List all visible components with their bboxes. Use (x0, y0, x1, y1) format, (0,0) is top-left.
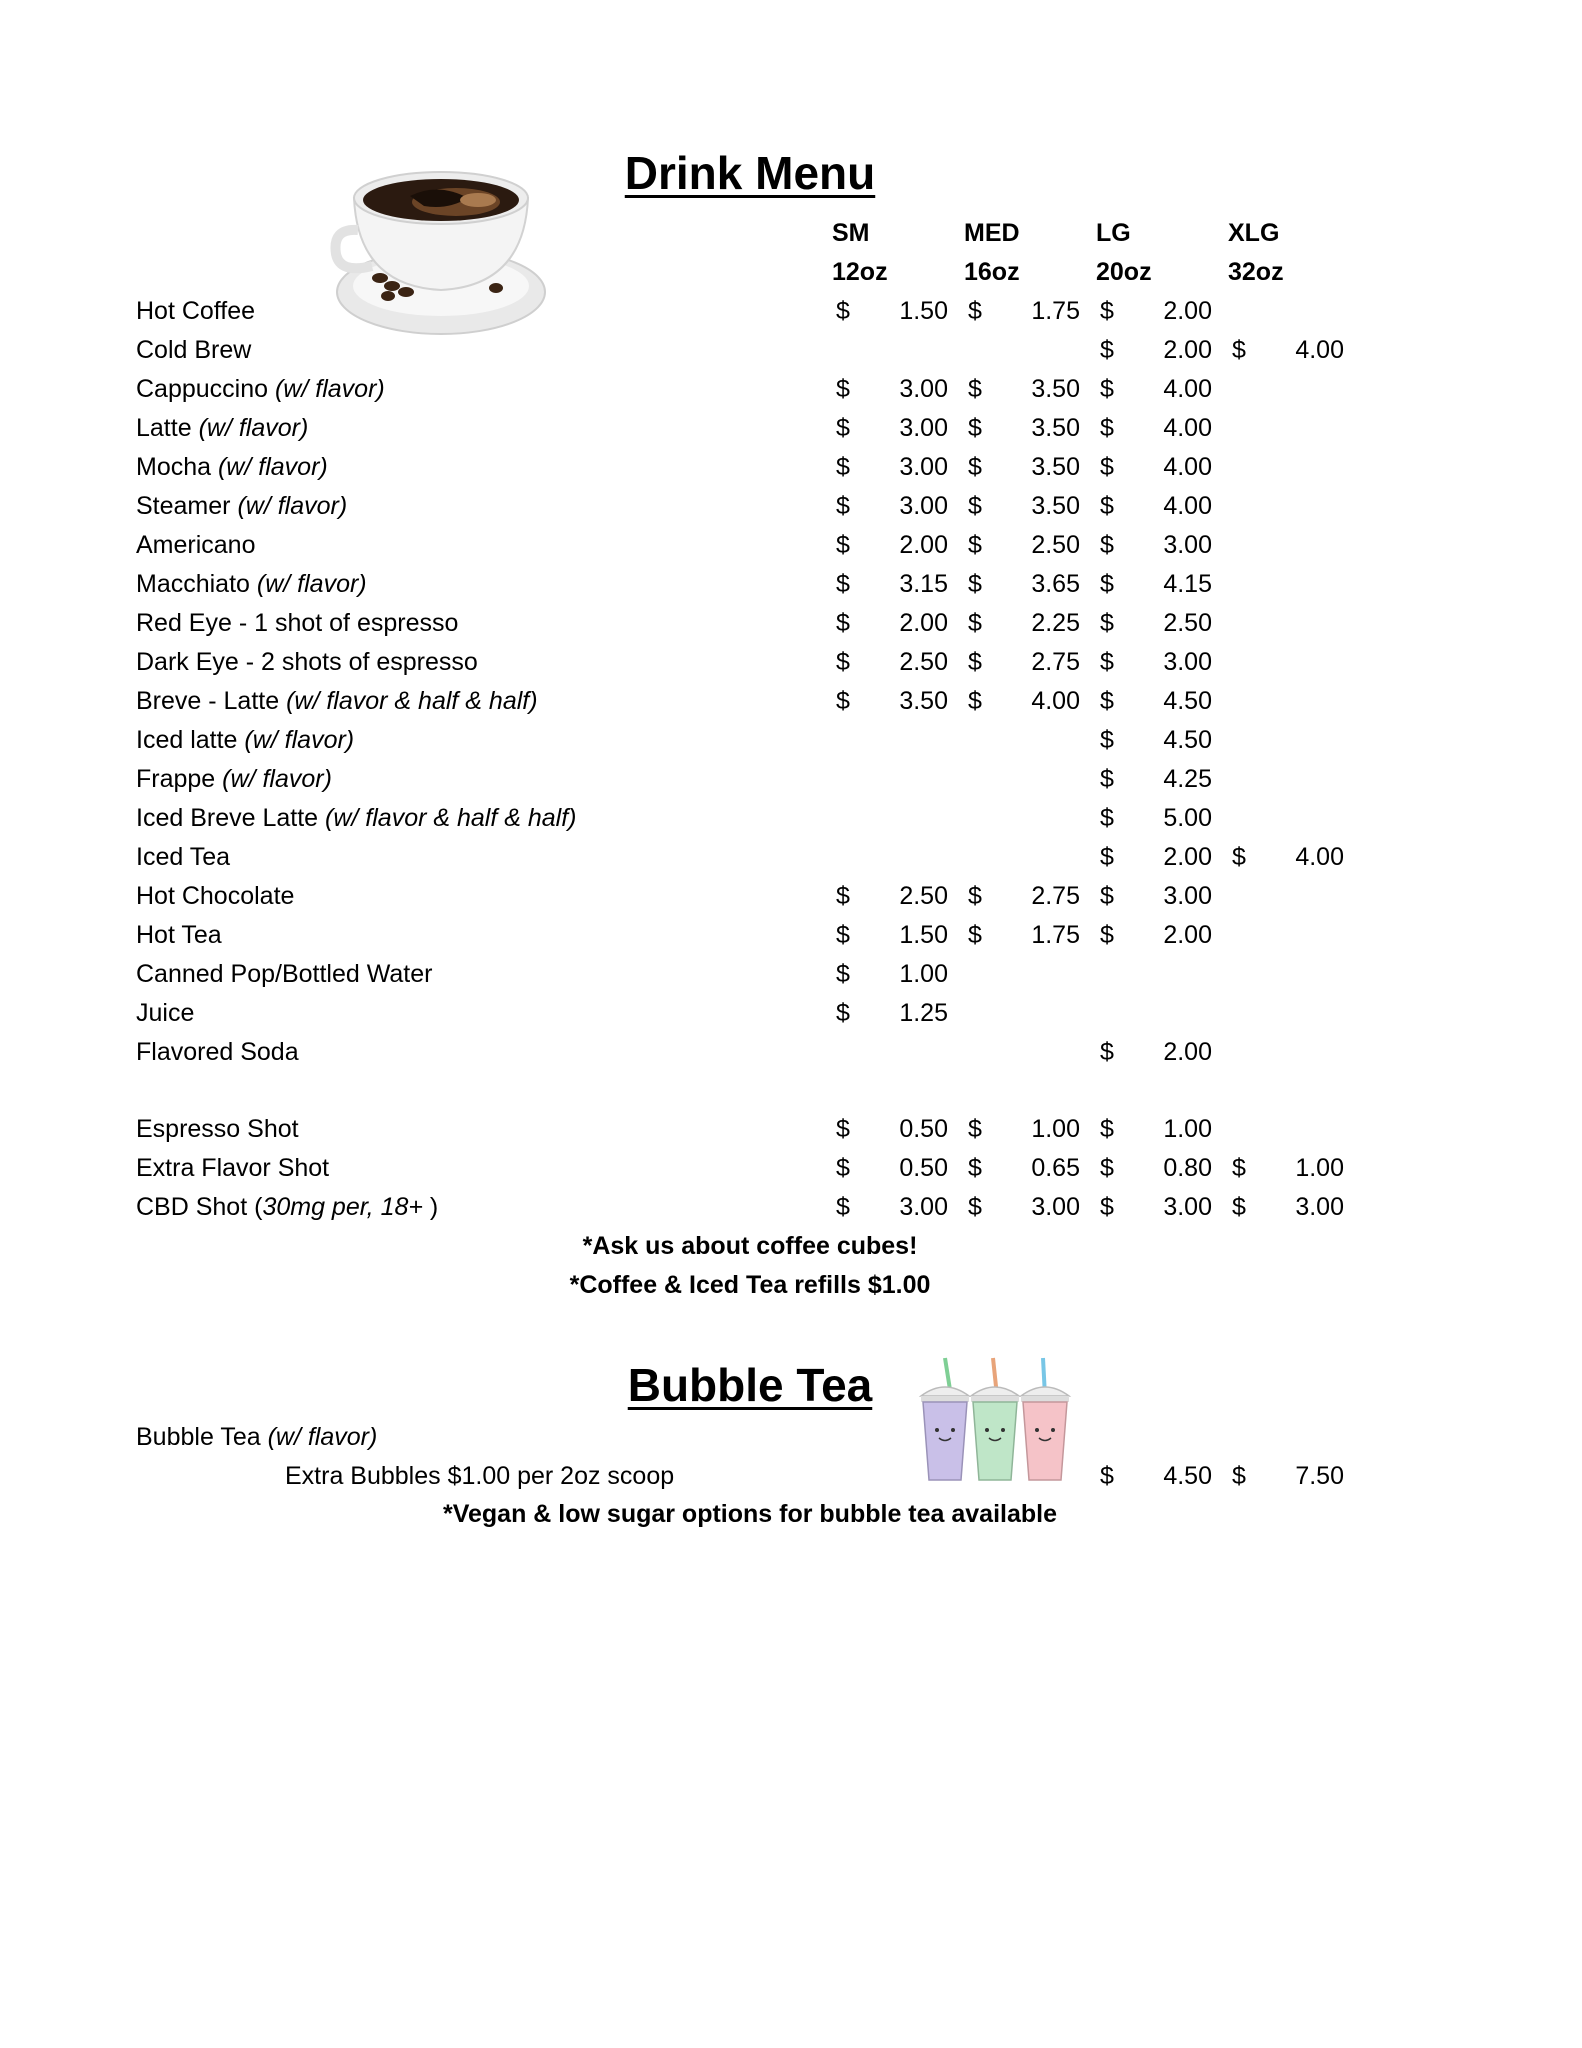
price-cell (1100, 1462, 1212, 1501)
currency-sign: $ (836, 999, 850, 1027)
currency-sign: $ (968, 648, 982, 676)
price-amount: 3.00 (1163, 648, 1212, 676)
menu-item-row (0, 531, 1582, 570)
item-name-text: Hot Tea (136, 921, 222, 949)
menu-item-row (0, 453, 1582, 492)
item-note: (w/ flavor) (274, 375, 385, 403)
price-amount: 4.00 (1163, 414, 1212, 442)
currency-sign: $ (1100, 687, 1114, 715)
currency-sign: $ (1100, 726, 1114, 754)
menu-item-row (0, 960, 1582, 999)
currency-sign: $ (836, 531, 850, 559)
currency-sign: $ (836, 648, 850, 676)
price-amount: 3.00 (899, 453, 948, 481)
menu-item-row (0, 297, 1582, 336)
currency-sign: $ (968, 687, 982, 715)
item-name-text: Hot Coffee (136, 297, 256, 325)
price-amount: 1.00 (899, 960, 948, 988)
price-amount: 3.15 (899, 570, 948, 598)
item-name-text: Iced latte (136, 726, 245, 754)
price-cell (836, 648, 948, 687)
size-label: XLG (1228, 219, 1280, 247)
price-amount: 3.65 (1031, 570, 1080, 598)
price-cell (836, 297, 948, 336)
price-cell (836, 921, 948, 960)
currency-sign: $ (1100, 453, 1114, 481)
item-name (136, 297, 255, 326)
item-name-text: Mocha (136, 453, 218, 481)
price-amount: 0.50 (899, 1154, 948, 1182)
price-amount: 2.75 (1031, 882, 1080, 910)
price-amount: 3.00 (1163, 531, 1212, 559)
price-amount: 2.50 (1031, 531, 1080, 559)
price-cell (1100, 765, 1212, 804)
currency-sign: $ (1100, 1154, 1114, 1182)
price-amount: 3.00 (899, 492, 948, 520)
price-cell (836, 1154, 948, 1193)
price-cell (1100, 687, 1212, 726)
price-cell (1100, 1154, 1212, 1193)
currency-sign: $ (836, 687, 850, 715)
price-cell (1100, 336, 1212, 375)
price-cell (1100, 609, 1212, 648)
price-amount: 1.00 (1163, 1115, 1212, 1143)
menu-item-row (0, 882, 1582, 921)
size-ounces: 32oz (1228, 258, 1284, 286)
size-label: MED (964, 219, 1020, 247)
price-cell (1232, 1462, 1344, 1501)
footnote-refills: *Coffee & Iced Tea refills $1.00 (569, 1271, 931, 1299)
price-cell (836, 1193, 948, 1232)
currency-sign: $ (1100, 843, 1114, 871)
footnote-vegan: *Vegan & low sugar options for bubble tea available (442, 1500, 1057, 1528)
item-name-suffix: ) (422, 1193, 439, 1221)
currency-sign: $ (836, 960, 850, 988)
price-cell (968, 921, 1080, 960)
currency-sign: $ (968, 414, 982, 442)
item-name-text: Macchiato (136, 570, 257, 598)
item-name (136, 1193, 438, 1222)
item-name (136, 882, 294, 911)
currency-sign: $ (836, 414, 850, 442)
currency-sign: $ (1100, 1038, 1114, 1066)
price-amount: 3.00 (1031, 1193, 1080, 1221)
price-amount: 4.50 (1163, 1462, 1212, 1490)
price-amount: 2.00 (1163, 843, 1212, 871)
price-cell (968, 414, 1080, 453)
item-name-text: Latte (136, 414, 199, 442)
currency-sign: $ (968, 921, 982, 949)
size-ounces: 20oz (1096, 258, 1152, 286)
currency-sign: $ (1100, 570, 1114, 598)
price-amount: 2.25 (1031, 609, 1080, 637)
menu-item-row (0, 843, 1582, 882)
price-amount: 0.65 (1031, 1154, 1080, 1182)
price-cell (968, 492, 1080, 531)
item-name-text: Canned Pop/Bottled Water (136, 960, 433, 988)
currency-sign: $ (836, 921, 850, 949)
menu-item-row (0, 999, 1582, 1038)
menu-item-row (0, 687, 1582, 726)
price-cell (968, 882, 1080, 921)
currency-sign: $ (836, 1154, 850, 1182)
currency-sign: $ (968, 297, 982, 325)
currency-sign: $ (968, 453, 982, 481)
item-name (136, 960, 432, 989)
price-cell (836, 999, 948, 1038)
currency-sign: $ (968, 492, 982, 520)
price-cell (1100, 492, 1212, 531)
price-amount: 2.50 (899, 648, 948, 676)
currency-sign: $ (968, 1115, 982, 1143)
menu-item-row (0, 648, 1582, 687)
item-name (136, 609, 458, 638)
currency-sign: $ (1100, 414, 1114, 442)
item-name (136, 648, 478, 677)
item-name (136, 999, 194, 1028)
price-amount: 4.15 (1163, 570, 1212, 598)
item-note: (w/ flavor) (222, 765, 332, 793)
price-amount: 2.00 (1163, 297, 1212, 325)
price-cell (1100, 570, 1212, 609)
price-cell (1100, 804, 1212, 843)
extra-bubbles-row (0, 1462, 1582, 1501)
menu-item-row (0, 1115, 1582, 1154)
price-cell (836, 960, 948, 999)
item-name (136, 726, 354, 755)
price-amount: 2.00 (899, 609, 948, 637)
item-note: (w/ flavor) (256, 570, 367, 598)
currency-sign: $ (1100, 648, 1114, 676)
currency-sign: $ (1100, 765, 1114, 793)
price-amount: 2.75 (1031, 648, 1080, 676)
price-amount: 3.50 (1031, 375, 1080, 403)
price-cell (968, 1193, 1080, 1232)
footnote-coffee-cubes: *Ask us about coffee cubes! (582, 1232, 918, 1260)
price-cell (1232, 1193, 1344, 1232)
currency-sign: $ (968, 531, 982, 559)
currency-sign: $ (968, 570, 982, 598)
bubble-tea-row (0, 1423, 1582, 1462)
price-cell (836, 609, 948, 648)
bubble-tea-title: Bubble Tea (627, 1359, 873, 1411)
item-note: (w/ flavor) (198, 414, 309, 442)
item-name-text: Bubble Tea (136, 1423, 268, 1451)
size-ounces: 16oz (964, 258, 1020, 286)
item-name (136, 765, 332, 794)
item-name (136, 570, 367, 599)
price-cell (836, 531, 948, 570)
item-note: (w/ flavor) (217, 453, 328, 481)
currency-sign: $ (1232, 1154, 1246, 1182)
price-cell (968, 1154, 1080, 1193)
price-amount: 1.00 (1295, 1154, 1344, 1182)
item-name (136, 921, 222, 950)
price-cell (1100, 297, 1212, 336)
size-label: SM (832, 219, 870, 247)
price-cell (1100, 531, 1212, 570)
item-name-text: Juice (136, 999, 195, 1027)
bubble-tea-name (136, 1423, 377, 1452)
price-amount: 2.50 (899, 882, 948, 910)
item-name (136, 531, 256, 560)
price-cell (968, 375, 1080, 414)
currency-sign: $ (968, 1154, 982, 1182)
price-cell (968, 453, 1080, 492)
item-name-text: Cold Brew (136, 336, 252, 364)
size-label: LG (1096, 219, 1131, 247)
menu-item-row (0, 1038, 1582, 1077)
price-amount: 3.00 (1295, 1193, 1344, 1221)
item-name (136, 414, 308, 443)
menu-item-row (0, 726, 1582, 765)
extra-bubbles-text: Extra Bubbles $1.00 per 2oz scoop (285, 1462, 675, 1490)
price-amount: 4.50 (1163, 687, 1212, 715)
price-amount: 4.00 (1163, 453, 1212, 481)
item-note: (w/ flavor & half & half) (286, 687, 538, 715)
price-cell (836, 1115, 948, 1154)
item-name (136, 453, 328, 482)
currency-sign: $ (836, 453, 850, 481)
price-cell (1100, 726, 1212, 765)
item-name-text: Iced Breve Latte (136, 804, 326, 832)
drink-menu-title: Drink Menu (624, 147, 876, 199)
price-amount: 2.50 (1163, 609, 1212, 637)
price-amount: 2.00 (899, 531, 948, 559)
menu-item-row (0, 375, 1582, 414)
price-amount: 1.50 (899, 297, 948, 325)
menu-item-row (0, 609, 1582, 648)
currency-sign: $ (836, 882, 850, 910)
price-cell (1232, 336, 1344, 375)
price-cell (836, 687, 948, 726)
item-note: (w/ flavor) (237, 492, 348, 520)
price-cell (968, 1115, 1080, 1154)
price-cell (968, 609, 1080, 648)
item-name (136, 804, 577, 833)
price-amount: 4.00 (1163, 492, 1212, 520)
item-name-text: CBD Shot ( (136, 1193, 263, 1221)
item-name (136, 492, 347, 521)
price-amount: 3.00 (899, 1193, 948, 1221)
price-cell (836, 882, 948, 921)
price-amount: 2.00 (1163, 1038, 1212, 1066)
menu-item-row (0, 765, 1582, 804)
price-cell (1100, 414, 1212, 453)
price-cell (1100, 648, 1212, 687)
price-amount: 7.50 (1295, 1462, 1344, 1490)
currency-sign: $ (1100, 297, 1114, 325)
price-cell (1100, 921, 1212, 960)
currency-sign: $ (1100, 804, 1114, 832)
price-cell (968, 648, 1080, 687)
price-cell (836, 375, 948, 414)
currency-sign: $ (1100, 1462, 1114, 1490)
item-note: (w/ flavor) (267, 1423, 378, 1451)
currency-sign: $ (1232, 843, 1246, 871)
menu-item-row (0, 1154, 1582, 1193)
currency-sign: $ (836, 609, 850, 637)
currency-sign: $ (836, 1193, 850, 1221)
item-name-text: Iced Tea (136, 843, 231, 871)
price-amount: 0.50 (899, 1115, 948, 1143)
price-amount: 4.00 (1295, 843, 1344, 871)
menu-item-row (0, 1193, 1582, 1232)
price-amount: 3.50 (899, 687, 948, 715)
price-amount: 1.50 (899, 921, 948, 949)
price-amount: 3.50 (1031, 492, 1080, 520)
item-note: (w/ flavor & half & half) (325, 804, 577, 832)
price-cell (1100, 1193, 1212, 1232)
currency-sign: $ (1232, 336, 1246, 364)
price-cell (968, 297, 1080, 336)
price-amount: 4.00 (1031, 687, 1080, 715)
price-cell (1100, 375, 1212, 414)
currency-sign: $ (1100, 531, 1114, 559)
item-name (136, 1038, 299, 1067)
price-amount: 3.00 (1163, 882, 1212, 910)
price-cell (1100, 882, 1212, 921)
price-cell (836, 414, 948, 453)
price-cell (836, 453, 948, 492)
menu-item-row (0, 414, 1582, 453)
currency-sign: $ (968, 375, 982, 403)
currency-sign: $ (836, 1115, 850, 1143)
menu-item-row (0, 570, 1582, 609)
currency-sign: $ (1100, 375, 1114, 403)
item-name-text: Americano (136, 531, 256, 559)
item-name (136, 687, 538, 716)
currency-sign: $ (1100, 1115, 1114, 1143)
size-ounces: 12oz (832, 258, 888, 286)
item-name-text: Frappe (136, 765, 223, 793)
item-name (136, 1154, 329, 1183)
currency-sign: $ (1100, 1193, 1114, 1221)
price-amount: 1.25 (899, 999, 948, 1027)
item-name-text: Steamer (136, 492, 238, 520)
currency-sign: $ (1100, 609, 1114, 637)
item-name (136, 1115, 299, 1144)
menu-item-row (0, 492, 1582, 531)
item-name (136, 375, 385, 404)
price-cell (1232, 1154, 1344, 1193)
item-name-text: Flavored Soda (136, 1038, 299, 1066)
item-name-text: Extra Flavor Shot (136, 1154, 330, 1182)
currency-sign: $ (1100, 336, 1114, 364)
price-amount: 2.00 (1163, 336, 1212, 364)
price-amount: 3.00 (1163, 1193, 1212, 1221)
price-amount: 1.00 (1031, 1115, 1080, 1143)
price-cell (836, 570, 948, 609)
price-cell (1100, 1115, 1212, 1154)
currency-sign: $ (968, 882, 982, 910)
menu-item-row (0, 921, 1582, 960)
item-name (136, 336, 251, 365)
item-name-text: Dark Eye - 2 shots of espresso (136, 648, 478, 676)
currency-sign: $ (1232, 1462, 1246, 1490)
price-amount: 4.00 (1163, 375, 1212, 403)
price-amount: 3.00 (899, 414, 948, 442)
price-amount: 4.50 (1163, 726, 1212, 754)
price-amount: 1.75 (1031, 921, 1080, 949)
price-amount: 2.00 (1163, 921, 1212, 949)
price-amount: 4.25 (1163, 765, 1212, 793)
item-name-text: Espresso Shot (136, 1115, 299, 1143)
menu-item-row (0, 336, 1582, 375)
item-name-text: Breve - Latte (136, 687, 287, 715)
price-amount: 4.00 (1295, 336, 1344, 364)
currency-sign: $ (836, 492, 850, 520)
currency-sign: $ (1100, 882, 1114, 910)
item-name (136, 843, 230, 872)
price-cell (1232, 843, 1344, 882)
item-name-text: Cappuccino (136, 375, 275, 403)
currency-sign: $ (1232, 1193, 1246, 1221)
price-cell (968, 570, 1080, 609)
currency-sign: $ (836, 375, 850, 403)
currency-sign: $ (968, 1193, 982, 1221)
currency-sign: $ (836, 297, 850, 325)
price-amount: 5.00 (1163, 804, 1212, 832)
item-name-text: Red Eye - 1 shot of espresso (136, 609, 459, 637)
currency-sign: $ (968, 609, 982, 637)
price-cell (836, 492, 948, 531)
price-cell (968, 687, 1080, 726)
item-name-text: Hot Chocolate (136, 882, 295, 910)
item-note: (w/ flavor) (244, 726, 355, 754)
price-amount: 3.00 (899, 375, 948, 403)
price-amount: 0.80 (1163, 1154, 1212, 1182)
currency-sign: $ (836, 570, 850, 598)
price-amount: 3.50 (1031, 414, 1080, 442)
currency-sign: $ (1100, 492, 1114, 520)
price-cell (1100, 453, 1212, 492)
menu-item-row (0, 804, 1582, 843)
price-amount: 3.50 (1031, 453, 1080, 481)
item-note: 30mg per, 18+ (262, 1193, 423, 1221)
price-cell (1100, 843, 1212, 882)
price-cell (968, 531, 1080, 570)
currency-sign: $ (1100, 921, 1114, 949)
price-amount: 1.75 (1031, 297, 1080, 325)
price-cell (1100, 1038, 1212, 1077)
